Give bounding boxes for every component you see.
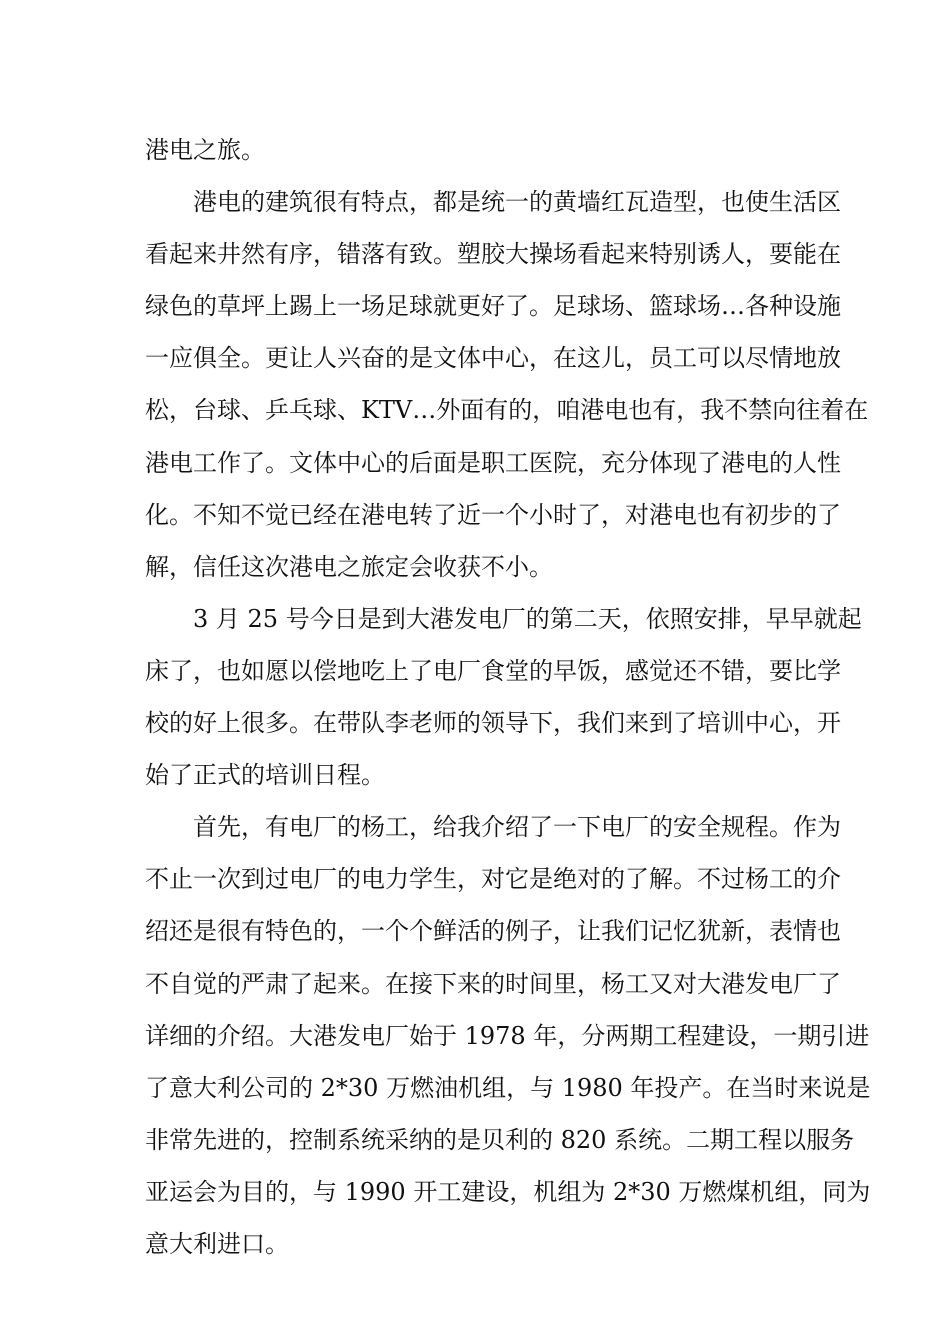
text-line: 不自觉的严肃了起来。在接下来的时间里，杨工又对大港发电厂了 [145,969,841,998]
text-line: 了意大利公司的 2*30 万燃油机组，与 1980 年投产。在当时来说是 [145,1073,871,1102]
text-line: 亚运会为目的，与 1990 开工建设，机组为 2*30 万燃煤机组，同为 [145,1177,871,1206]
text-line: 意大利进口。 [145,1229,289,1258]
text-line: 看起来井然有序，错落有致。塑胶大操场看起来特别诱人，要能在 [145,240,841,269]
text-line: 首先，有电厂的杨工，给我介绍了一下电厂的安全规程。作为 [193,813,841,842]
text-line: 港电之旅。 [145,136,265,164]
text-line: 校的好上很多。在带队李老师的领导下，我们来到了培训中心，开 [145,709,841,738]
text-line: 绍还是很有特色的，一个个鲜活的例子，让我们记忆犹新，表情也 [145,917,841,946]
text-line: 松，台球、乒乓球、KTV…外面有的，咱港电也有，我不禁向往着在 [145,396,869,425]
text-line: 详细的介绍。大港发电厂始于 1978 年，分两期工程建设，一期引进 [145,1021,870,1050]
text-line: 港电工作了。文体中心的后面是职工医院，充分体现了港电的人性 [145,448,841,477]
text-line: 化。不知不觉已经在港电转了近一个小时了，对港电也有初步的了 [145,500,841,529]
text-line: 港电的建筑很有特点，都是统一的黄墙红瓦造型，也使生活区 [193,188,841,217]
text-line: 始了正式的培训日程。 [145,761,385,790]
text-line: 床了，也如愿以偿地吃上了电厂食堂的早饭，感觉还不错，要比学 [145,656,841,685]
text-line: 一应俱全。更让人兴奋的是文体中心，在这儿，员工可以尽情地放 [145,344,841,373]
text-line: 不止一次到过电厂的电力学生，对它是绝对的了解。不过杨工的介 [145,865,841,894]
text-line: 绿色的草坪上踢上一场足球就更好了。足球场、篮球场…各种设施 [145,292,841,321]
text-line: 3 月 25 号今日是到大港发电厂的第二天，依照安排，早早就起 [193,604,862,633]
text-line: 解，信任这次港电之旅定会收获不小。 [145,552,553,581]
text-line: 非常先进的，控制系统采纳的是贝利的 820 系统。二期工程以服务 [145,1125,855,1154]
body-text [145,124,871,1270]
